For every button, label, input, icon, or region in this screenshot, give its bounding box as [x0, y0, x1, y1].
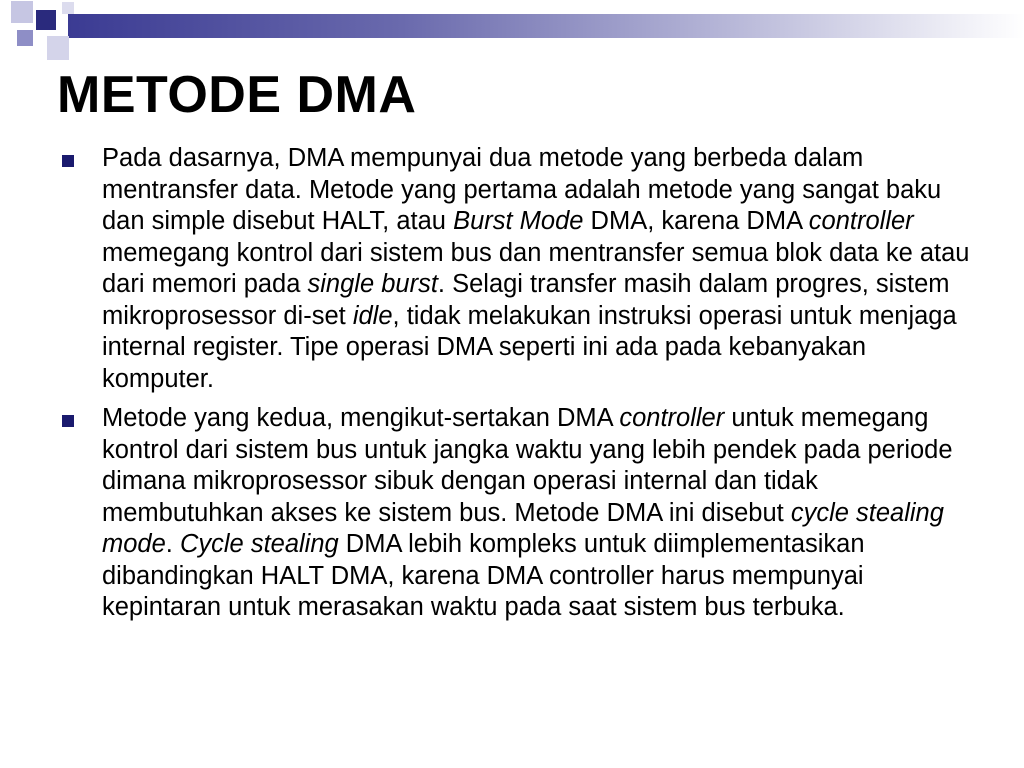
- decor-square: [47, 36, 69, 60]
- bullet-text: [102, 143, 982, 395]
- decor-square: [11, 1, 33, 23]
- text-segment: DMA, karena DMA: [583, 207, 809, 235]
- text-segment: untuk memegang kontrol dari sistem bus untuk jangka waktu yang lebih pendek pada periode dimana mikroprosessor sibuk dengan operasi internal dan tidak membutuhkan akses ke sistem bus. Metode DMA ini disebut: [102, 404, 953, 527]
- italic-term: controller: [808, 207, 914, 235]
- italic-term: Cycle stealing: [179, 530, 339, 558]
- square-bullet-icon: [62, 415, 74, 427]
- italic-term: cycle stealing mode: [102, 498, 944, 558]
- text-segment: Pada dasarnya, DMA mempunyai dua metode yang berbeda dalam mentransfer data. Metode yang pertama adalah metode yang sangat baku dan simple disebut HALT, atau: [102, 144, 942, 235]
- italic-term: controller: [619, 404, 725, 432]
- text-segment: DMA lebih kompleks untuk diimplementasikan dibandingkan HALT DMA, karena DMA controller harus mempunyai kepintaran untuk merasakan waktu pada saat sistem bus terbuka.: [102, 530, 865, 621]
- decor-square: [36, 10, 56, 30]
- bullet-item: [62, 403, 982, 624]
- text-segment: . Selagi transfer masih dalam progres, sistem mikroprosessor di-set: [102, 270, 950, 330]
- text-segment: memegang kontrol dari sistem bus dan mentransfer semua blok data ke atau dari memori pada: [102, 238, 970, 298]
- slide-title: METODE DMA: [57, 66, 417, 124]
- header-gradient-bar: [68, 14, 1024, 38]
- text-segment: Metode yang kedua, mengikut-sertakan DMA: [102, 404, 620, 432]
- header-decoration: [0, 0, 1024, 70]
- bullet-item: [62, 143, 982, 395]
- italic-term: Burst Mode: [453, 207, 584, 235]
- italic-term: idle: [352, 301, 393, 330]
- decor-square: [17, 30, 33, 46]
- decor-square: [62, 2, 74, 14]
- bullet-text: [102, 403, 982, 624]
- slide-body: [62, 143, 982, 632]
- italic-term: single burst: [307, 270, 438, 298]
- text-segment: , tidak melakukan instruksi operasi untuk menjaga internal register. Tipe operasi DMA seperti ini ada pada kebanyakan komputer.: [102, 301, 957, 393]
- square-bullet-icon: [62, 155, 74, 167]
- text-segment: .: [165, 530, 180, 558]
